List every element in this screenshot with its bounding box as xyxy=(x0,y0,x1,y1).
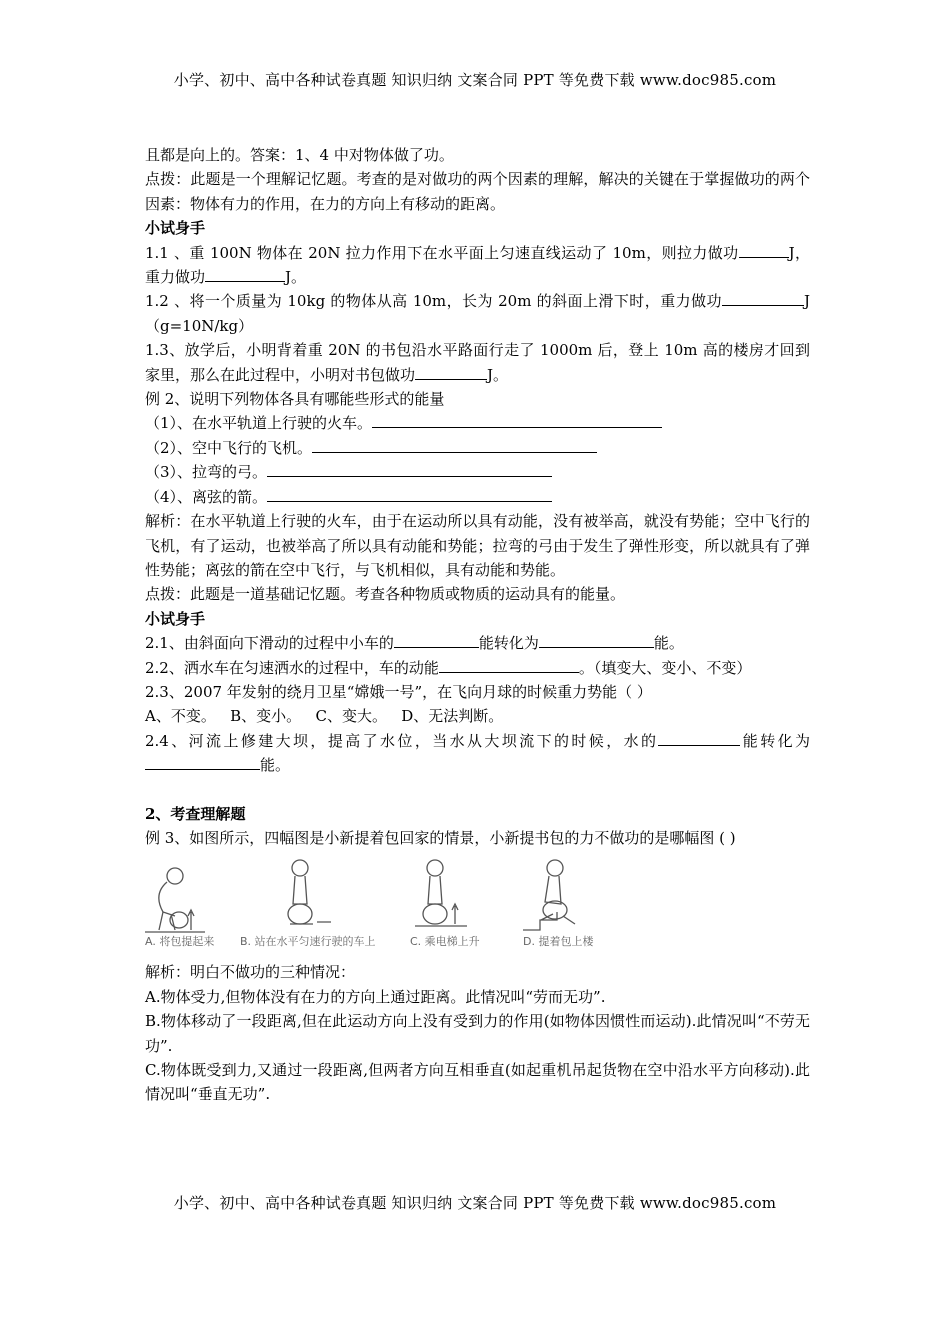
question-2-3: 2.3、2007 年发射的绕月卫星“嫦娥一号”，在飞向月球的时候重力势能（ ） xyxy=(145,682,652,701)
figure-caption-a: A. 将包提起来 xyxy=(145,935,215,949)
figure-d-drawing xyxy=(523,860,575,930)
tip-paragraph: 点拨：此题是一道基础记忆题。考查各种物质或物质的运动具有的能量。 xyxy=(145,585,626,604)
example-2: 例 2、说明下列物体各具有哪能些形式的能量 xyxy=(145,390,445,409)
example-3: 例 3、如图所示，四幅图是小新提着包回家的情景，小新提书包的力不做功的是哪幅图 ( ) xyxy=(145,828,736,847)
section-heading: 小试身手 xyxy=(145,609,206,628)
question-2-3-options: A、不变。 B、变小。 C、变大。 D、无法判断。 xyxy=(145,707,504,726)
analysis-paragraph: 解析：明白不做功的三种情况： xyxy=(145,963,356,982)
question-2-4: 2.4、河流上修建大坝，提高了水位，当水从大坝流下的时候，水的 能转化为能。 xyxy=(145,731,810,775)
section-heading: 小试身手 xyxy=(145,219,206,238)
analysis-point-a: A.物体受力,但物体没有在力的方向上通过距离。此情况叫“劳而无功”. xyxy=(145,987,606,1006)
spacer xyxy=(145,778,810,802)
question-2-2: 2.2、洒水车在匀速洒水的过程中，车的动能 。（填变大、变小、不变） xyxy=(145,658,752,677)
figure-caption-d: D. 提着包上楼 xyxy=(523,935,594,949)
figure-b-drawing xyxy=(288,860,331,924)
page-header: 小学、初中、高中各种试卷真题 知识归纳 文案合同 PPT 等免费下载 www.doc985.com xyxy=(173,71,777,89)
illustration-figure xyxy=(145,854,615,954)
analysis-point-b: B.物体移动了一段距离,但在此运动方向上没有受到力的作用(如物体因惯性而运动).此情况叫“不劳无功”. xyxy=(145,1012,810,1055)
analysis-point-c: C.物体既受到力,又通过一段距离,但两者方向互相垂直(如起重机吊起货物在空中沿水平方向移动).此情况叫“垂直无功”. xyxy=(145,1061,810,1104)
question-1-3: 1.3、放学后，小明背着重 20N 的书包沿水平路面行走了 1000m 后，登上 10m 高的楼房才回到家里，那么在此过程中，小明对书包做功 J。 xyxy=(145,341,810,384)
tip-paragraph: 点拨：此题是一个理解记忆题。考查的是对做功的两个因素的理解，解决的关键在于掌握做功的两个因素：物体有力的作用，在力的方向上有移动的距离。 xyxy=(145,170,810,213)
example-2-item: （1）、在水平轨道上行驶的火车。 xyxy=(145,411,810,435)
analysis-paragraph: 解析：在水平轨道上行驶的火车，由于在运动所以具有动能，没有被举高，就没有势能；空中飞行的飞机，有了运动，也被举高了所以具有动能和势能；拉弯的弓由于发生了弹性形变，所以就具有了弹性势能；离弦的箭在空中飞行，与飞机相似，具有动能和势能。 xyxy=(145,512,810,579)
example-2-item: （2）、空中飞行的飞机。 xyxy=(145,436,810,460)
question-1-2: 1.2 、将一个质量为 10kg 的物体从高 10m，长为 20m 的斜面上滑下时，重力做功 J（g=10N/kg） xyxy=(145,292,810,335)
text-line: 且都是向上的。答案：1、4 中对物体做了功。 xyxy=(145,146,454,164)
page-footer: 小学、初中、高中各种试卷真题 知识归纳 文案合同 PPT 等免费下载 www.doc985.com xyxy=(173,1194,777,1212)
example-2-item: （4）、离弦的箭。 xyxy=(145,485,810,509)
page-content xyxy=(145,143,810,1107)
figure-caption-c: C. 乘电梯上升 xyxy=(410,935,480,949)
figure-a-drawing xyxy=(145,868,205,932)
example-2-item: （3）、拉弯的弓。 xyxy=(145,460,810,484)
figure-c-drawing xyxy=(415,860,467,926)
question-2-1: 2.1、由斜面向下滑动的过程中小车的 能转化为 能。 xyxy=(145,634,684,653)
question-1-1: 1.1 、重 100N 物体在 20N 拉力作用下在水平面上匀速直线运动了 10m，则拉力做功 J，重力做功 J。 xyxy=(145,243,811,287)
figure-caption-b: B. 站在水平匀速行驶的车上 xyxy=(240,935,376,949)
section-heading: 2、考查理解题 xyxy=(145,804,246,823)
